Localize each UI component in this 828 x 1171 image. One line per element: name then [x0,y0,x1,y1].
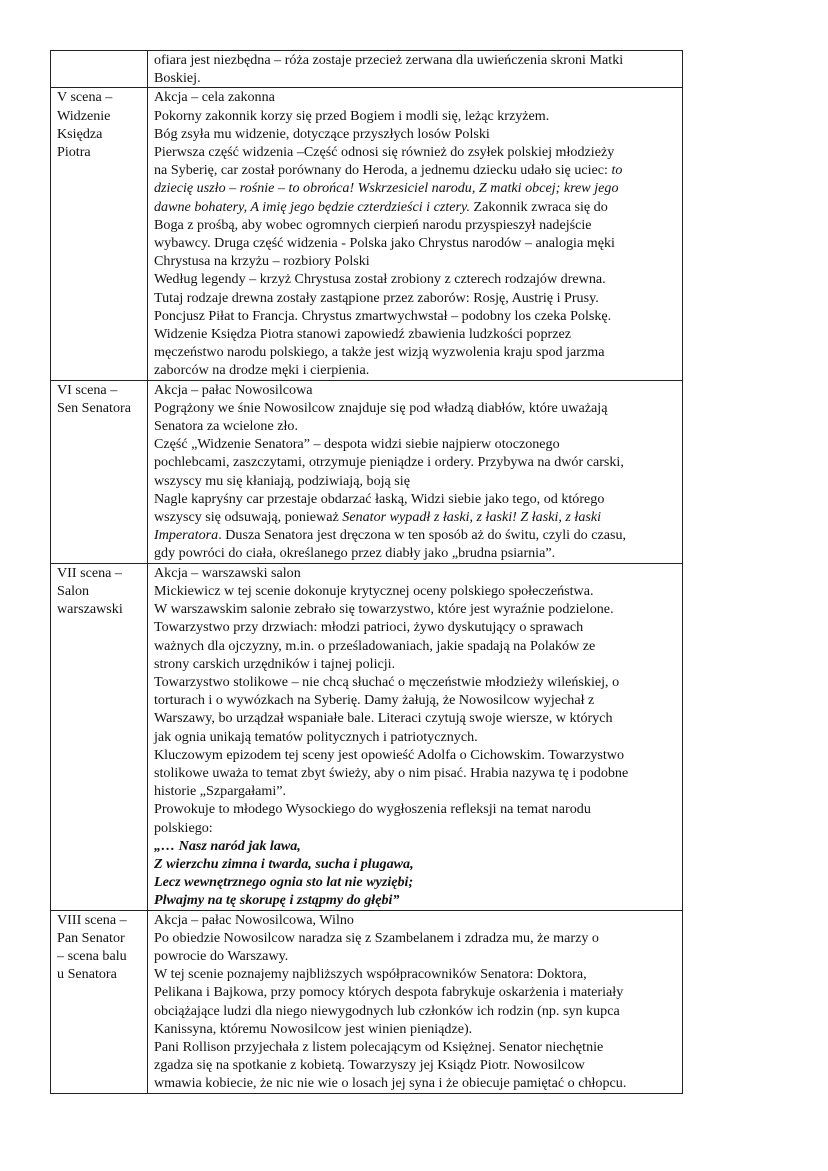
description-line [154,1020,678,1038]
scene-label-cell [51,88,148,380]
description-line [154,764,678,782]
text-segment: Według legendy – krzyż Chrystusa został zrobiony z czterech rodzajów drewna. [154,271,606,288]
description-line [154,965,678,983]
scene-description-cell [148,380,683,563]
text-segment: Towarzystwo przy drzwiach: młodzi patrioci, żywo dyskutujący o sprawach [154,619,584,636]
text-segment: pochlebcami, zaszczytami, otrzymuje pieniądze i ordery. Przybywa na dwór carski, [154,454,624,471]
table-row [51,51,683,88]
description-line [154,709,678,727]
description-line [154,325,678,343]
text-segment: Senatora za wcielone zło. [154,418,298,435]
description-line [154,564,678,582]
scene-label-line: u Senatora [57,966,117,983]
table-row [51,88,683,380]
description-line [154,873,678,891]
text-segment: obciążające ludzi dla niego niewygodnych lub członków ich rodzin (np. syn kupca [154,1002,620,1019]
description-line [154,1038,678,1056]
text-segment: wybawcy. Druga część widzenia - Polska jako Chrystus narodów – analogia męki [154,235,615,252]
scene-label-line: Widzenie [57,107,111,124]
description-line [154,361,678,379]
table-row [51,380,683,563]
text-segment: Kanissyna, któremu Nowosilcow jest winien pieniądze). [154,1020,473,1037]
description-line [154,88,678,106]
text-segment: Warszawy, bo urządzał wspaniałe bale. Literaci czytują swoje wiersze, w których [154,710,613,727]
scenes-table [50,50,683,1094]
scene-label-line: warszawski [57,601,123,618]
description-line [154,399,678,417]
text-segment: Pani Rollison przyjechała z listem polecającym od Księżnej. Senator niechętnie [154,1038,604,1055]
text-segment: zaborców na drodze męki i cierpienia. [154,362,370,379]
text-segment: Chrystusa na krzyżu – rozbiory Polski [154,253,370,270]
description-line [154,655,678,673]
text-segment: Pelikana i Bajkowa, przy pomocy których despota fabrykuje oskarżenia i materiały [154,984,624,1001]
text-segment: Część „Widzenie Senatora” – despota widzi siebie najpierw otoczonego [154,436,560,453]
text-segment: W warszawskim salonie zebrało się towarzystwo, które jest wyraźnie podzielone. [154,601,614,618]
text-segment: stolikowe uważa to temat zbyt świeży, aby o nim pisać. Hrabia nazywa tę i podobne [154,764,629,781]
description-line [154,508,678,526]
text-segment: torturach i o wywózkach na Syberię. Damy żałują, że Nowosilcow wyjechał z [154,692,595,709]
emphasized-text: Z wierzchu zimna i twarda, sucha i plugawa, [154,855,414,872]
description-line [154,544,678,562]
text-segment: męczeństwo narodu polskiego, a także jest wizją wyzwolenia kraju spod jarzma [154,344,605,361]
text-segment: na Syberię, car został porównany do Heroda, a jednemu dziecku udało się uciec: [154,162,612,179]
emphasized-text: Plwajmy na tę skorupę i zstąpmy do głębi” [154,892,400,909]
description-line [154,855,678,873]
description-line [154,911,678,929]
description-line [154,289,678,307]
text-segment: Pogrążony we śnie Nowosilcow znajduje się pod władzą diabłów, które uważają [154,399,608,416]
description-line [154,143,678,161]
text-segment: Mickiewicz w tej scenie dokonuje krytycznej oceny polskiego społeczeństwa. [154,582,594,599]
emphasized-text: dziecię uszło – rośnie – to obrońca! Wskrzesiciel narodu, Z matki obcej; krew jego [154,180,619,197]
text-segment: Prowokuje to młodego Wysockiego do wygłoszenia refleksji na temat narodu [154,801,591,818]
scene-label-line: – scena balu [57,947,127,964]
text-segment: Tutaj rodzaje drewna zostały zastąpione przez zaborów: Rosję, Austrię i Prusy. [154,289,599,306]
text-segment: polskiego: [154,819,213,836]
text-segment: Akcja – warszawski salon [154,564,301,581]
description-line [154,673,678,691]
document-page [50,50,683,1094]
emphasized-text: dawne bohatery, A imię jego będzie czterdzieści i cztery. [154,198,471,215]
scene-label-line: VIII scena – [57,911,127,928]
description-line [154,198,678,216]
scene-label-line: VII scena – [57,564,122,581]
description-line [154,107,678,125]
scene-label-cell [51,51,148,88]
description-line [154,837,678,855]
text-segment: Nagle kapryśny car przestaje obdarzać łaską, Widzi siebie jako tego, od którego [154,490,605,507]
text-segment: Towarzystwo stolikowe – nie chcą słuchać o męczeństwie młodzieży wileńskiej, o [154,673,620,690]
text-segment: wszyscy mu się kłaniają, podziwiają, boją się [154,472,410,489]
description-line [154,453,678,471]
description-line [154,800,678,818]
text-segment: Akcja – pałac Nowosilcowa, Wilno [154,911,354,928]
scene-label-cell [51,563,148,910]
scene-label-line: Salon [57,582,90,599]
description-line [154,526,678,544]
text-segment: ofiara jest niezbędna – róża zostaje przecież zerwana dla uwieńczenia skroni Matki [154,52,624,68]
scene-label-line: Piotra [57,144,91,161]
text-segment: powrocie do Warszawy. [154,947,289,964]
text-segment: Pierwsza część widzenia –Część odnosi się również do zsyłek polskiej młodzieży [154,144,615,161]
description-line [154,216,678,234]
description-line [154,728,678,746]
description-line [154,417,678,435]
scene-description-cell [148,563,683,910]
description-line [154,490,678,508]
scene-description-cell [148,910,683,1093]
description-line [154,234,678,252]
description-line [154,69,678,87]
description-line [154,307,678,325]
description-line [154,637,678,655]
text-segment: gdy powróci do ciała, określanego przez diabły jako „brudna psiarnia”. [154,545,556,562]
description-line [154,582,678,600]
description-line [154,618,678,636]
text-segment: Akcja – pałac Nowosilcowa [154,381,313,398]
emphasized-text: Lecz wewnętrznego ognia sto lat nie wyziębi; [154,874,414,891]
description-line [154,600,678,618]
table-row [51,563,683,910]
emphasized-text: Senator wypadł z łaski, z łaski! Z łaski, z łaski [342,509,602,526]
description-line [154,381,678,399]
description-line [154,819,678,837]
description-line [154,161,678,179]
description-line [154,891,678,909]
scene-label-line: VI scena – [57,381,118,398]
description-line [154,252,678,270]
description-line [154,746,678,764]
description-line [154,472,678,490]
text-segment: ważnych dla ojczyzny, m.in. o prześladowaniach, jakie spadają na Polaków ze [154,637,596,654]
description-line [154,691,678,709]
text-segment: strony carskich urzędników i tajnej policji. [154,655,396,672]
text-segment: zgadza się na spotkanie z kobietą. Towarzyszy jej Ksiądz Piotr. Nowosilcow [154,1057,585,1074]
text-segment: wmawia kobiecie, że nic nie wie o losach jej syna i że obiecuje pamiętać o chłopcu. [154,1075,627,1092]
emphasized-text: to [611,162,623,179]
text-segment: W tej scenie poznajemy najbliższych współpracowników Senatora: Doktora, [154,966,587,983]
description-line [154,782,678,800]
description-line [154,125,678,143]
scene-description-cell [148,51,683,88]
description-line [154,435,678,453]
scene-description-cell [148,88,683,380]
description-line [154,343,678,361]
text-segment: . Dusza Senatora jest dręczona w ten sposób aż do świtu, czyli do czasu, [218,527,627,544]
text-segment: Zakonnik zwraca się do [470,198,608,215]
text-segment: Poncjusz Piłat to Francja. Chrystus zmartwychwstał – podobny los czeka Polskę. [154,307,612,324]
scene-label-line: Księdza [57,125,103,142]
scene-label-cell [51,910,148,1093]
text-segment: Widzenie Księdza Piotra stanowi zapowiedź zbawienia ludzkości poprzez [154,326,571,343]
description-line [154,1074,678,1092]
scene-label-line: V scena – [57,89,113,106]
text-segment: historie „Szpargałami”. [154,783,287,800]
description-line [154,983,678,1001]
description-line [154,1056,678,1074]
description-line [154,929,678,947]
text-segment: Boga z prośbą, aby wobec ogromnych cierpień narodu przyspieszył nadejście [154,216,592,233]
table-row [51,910,683,1093]
description-line [154,51,678,69]
description-line [154,179,678,197]
text-segment: Akcja – cela zakonna [154,89,275,106]
scene-label-line: Pan Senator [57,929,125,946]
text-segment: Po obiedzie Nowosilcow naradza się z Szambelanem i zdradza mu, że marzy o [154,929,599,946]
text-segment: jak ognia unikają tematów politycznych i patriotycznych. [154,728,478,745]
scene-label-line: Sen Senatora [57,399,131,416]
text-segment: Pokorny zakonnik korzy się przed Bogiem i modli się, leżąc krzyżem. [154,107,550,124]
text-segment: Kluczowym epizodem tej sceny jest opowieść Adolfa o Cichowskim. Towarzystwo [154,746,625,763]
text-segment: Boskiej. [154,70,201,87]
description-line [154,270,678,288]
emphasized-text: „… Nasz naród jak lawa, [154,837,301,854]
emphasized-text: Imperatora [154,527,219,544]
text-segment: wszyscy się odsuwają, ponieważ [154,509,343,526]
description-line [154,1002,678,1020]
description-line [154,947,678,965]
text-segment: Bóg zsyła mu widzenie, dotyczące przyszłych losów Polski [154,125,490,142]
scene-label-cell [51,380,148,563]
